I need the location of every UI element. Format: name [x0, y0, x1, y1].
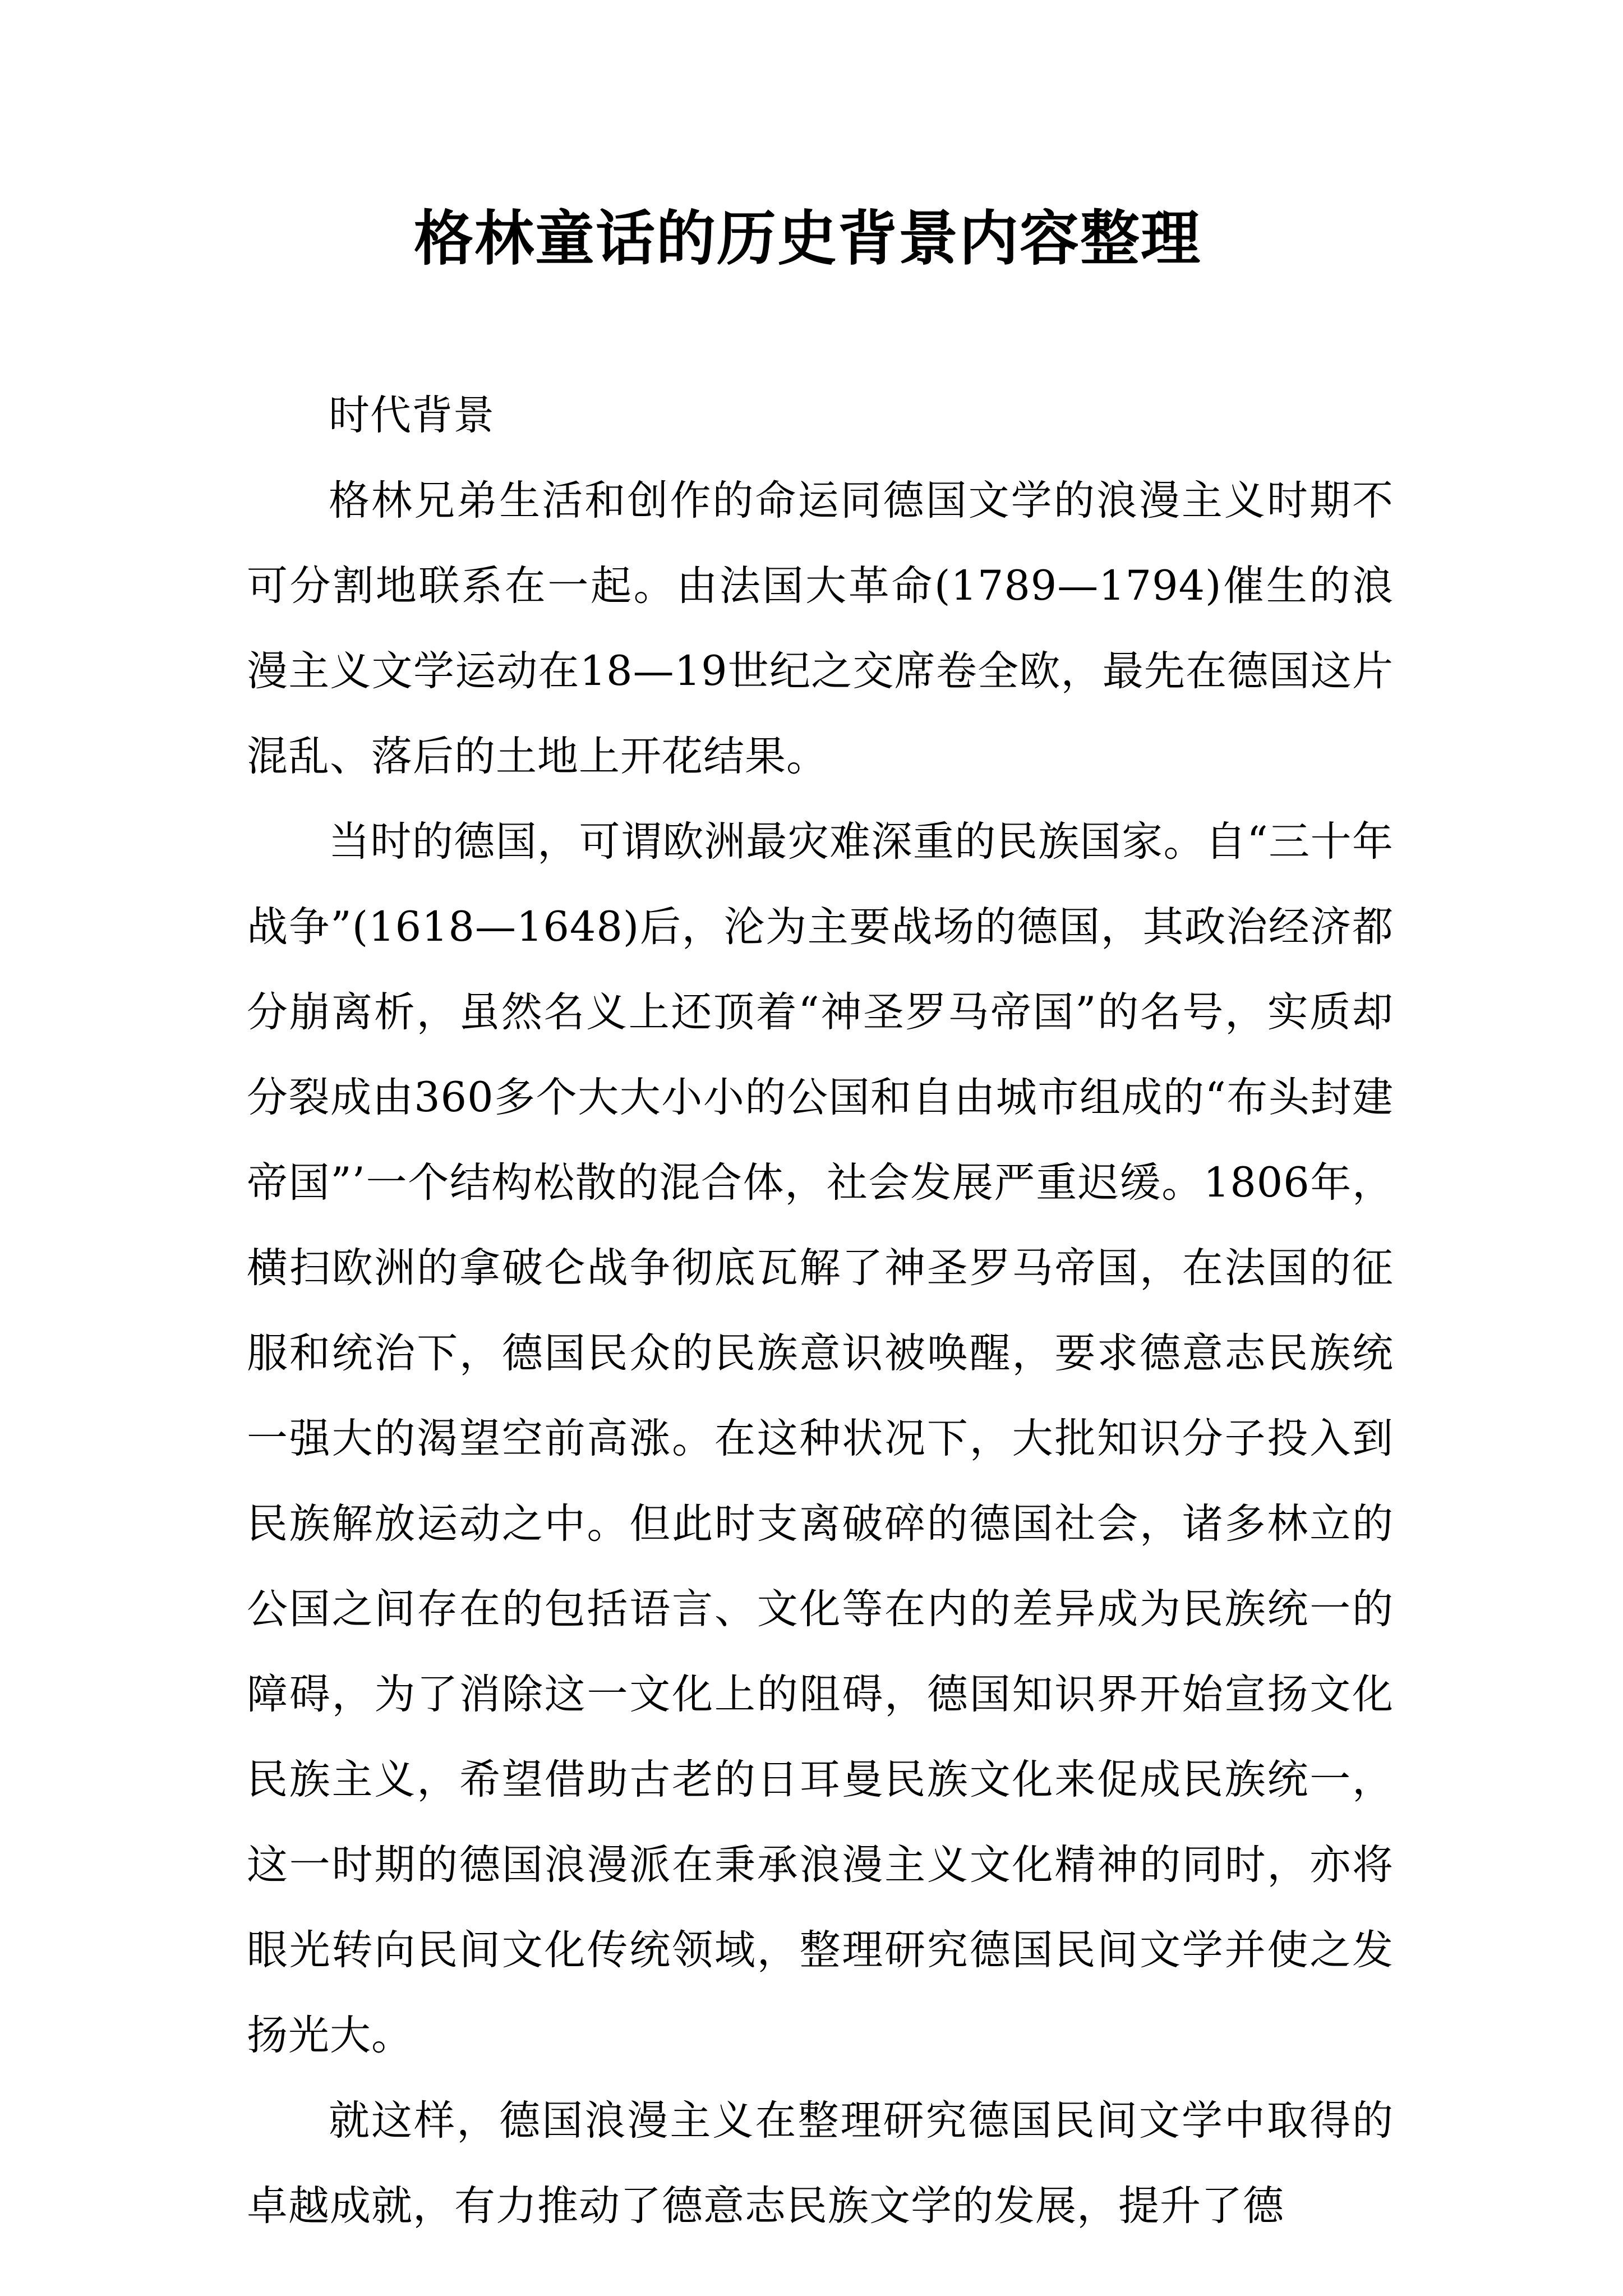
paragraph-1: 格林兄弟生活和创作的命运同德国文学的浪漫主义时期不可分割地联系在一起。由法国大革命(1789—1794)催生的浪漫主义文学运动在18—19世纪之交席卷全欧，最先在德国这片混乱、落后的土地上开花结果。: [247, 477, 1394, 780]
document-body: [247, 373, 1394, 2249]
paragraph-2: 当时的德国，可谓欧洲最灾难深重的民族国家。自“三十年战争”(1618—1648)后，沦为主要战场的德国，其政治经济都分崩离析，虽然名义上还顶着“神圣罗马帝国”的名号，实质却分裂成由360多个大大小小的公国和自由城市组成的“布头封建帝国”’一个结构松散的混合体，社会发展严重迟缓。1806年，横扫欧洲的拿破仑战争彻底瓦解了神圣罗马帝国，在法国的征服和统治下，德国民众的民族意识被唤醒，要求德意志民族统一强大的渴望空前高涨。在这种状况下，大批知识分子投入到民族解放运动之中。但此时支离破碎的德国社会，诸多林立的公国之间存在的包括语言、文化等在内的差异成为民族统一的障碍，为了消除这一文化上的阻碍，德国知识界开始宣扬文化民族主义，希望借助古老的日耳曼民族文化来促成民族统一，这一时期的德国浪漫派在秉承浪漫主义文化精神的同时，亦将眼光转向民间文化传统领域，整理研究德国民间文学并使之发扬光大。: [247, 818, 1394, 2059]
paragraph-3: 就这样，德国浪漫主义在整理研究德国民间文学中取得的卓越成就，有力推动了德意志民族文学的发展，提升了德: [247, 2097, 1394, 2230]
section-heading: 时代背景: [329, 392, 495, 439]
document-title: 格林童话的历史背景内容整理: [414, 203, 1201, 273]
